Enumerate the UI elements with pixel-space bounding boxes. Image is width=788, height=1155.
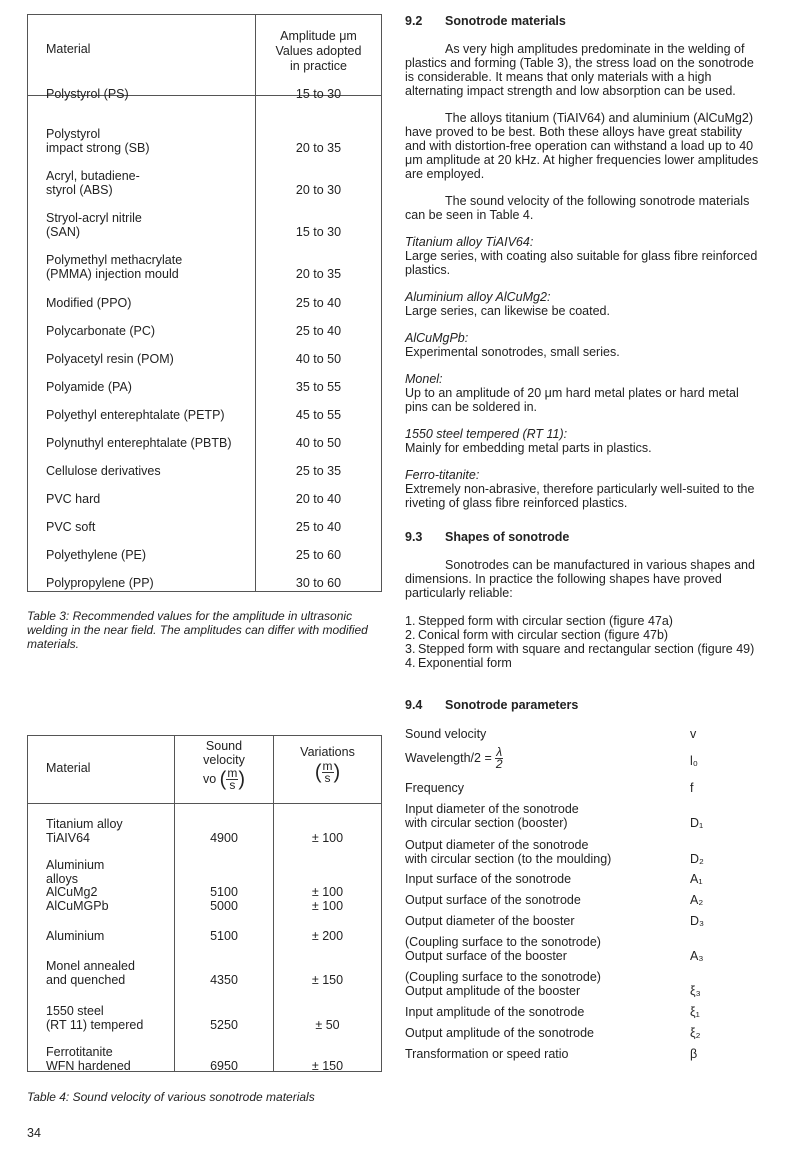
material-cell: Titanium alloy TiAIV64 xyxy=(46,817,123,845)
amplitude-cell: 35 to 55 xyxy=(295,380,342,394)
material-cell: Polycarbonate (PC) xyxy=(46,324,156,338)
velocity-symbol: vo xyxy=(202,771,217,786)
velocity-cell: 5100 5000 xyxy=(210,885,238,913)
table-row xyxy=(28,15,381,590)
parameter-symbol: D₂ xyxy=(690,852,704,866)
amplitude-cell: 25 to 35 xyxy=(295,464,342,478)
material-cell: Modified (PPO) xyxy=(46,296,132,310)
material-name: Aluminium alloy AlCuMg2: xyxy=(405,290,551,304)
paragraph: The sound velocity of the following sonotrode materials can be seen in Table 4. xyxy=(405,194,750,222)
velocity-cell: 6950 xyxy=(210,1058,238,1073)
parameter-symbol: A₂ xyxy=(690,893,704,907)
page-number: 34 xyxy=(27,1126,41,1140)
parameter-label: Input diameter of the sonotrode with circular section (booster) xyxy=(405,802,579,830)
material-cell: PVC hard xyxy=(46,492,101,506)
material-cell: Polystyrol (PS) xyxy=(46,87,129,101)
amplitude-cell: 15 to 30 xyxy=(295,87,342,101)
material-cell: Polystyrol impact strong (SB) xyxy=(46,127,150,155)
material-cell: Polyethyl enterephtalate (PETP) xyxy=(46,408,225,422)
material-cell: Polyacetyl resin (POM) xyxy=(46,352,174,366)
amplitude-cell: 25 to 40 xyxy=(295,520,342,534)
parameter-label: (Coupling surface to the sonotrode) Output amplitude of the booster xyxy=(405,970,601,998)
parameter-symbol: A₁ xyxy=(690,872,703,886)
amplitude-cell: 30 to 60 xyxy=(295,576,342,590)
amplitude-cell: 45 to 55 xyxy=(295,408,342,422)
parameter-label: Sound velocity xyxy=(405,727,487,741)
velocity-cell: 4350 xyxy=(210,972,238,987)
material-cell: Polyethylene (PE) xyxy=(46,548,147,562)
material-name: Monel: xyxy=(405,372,443,386)
parameter-label: Transformation or speed ratio xyxy=(405,1047,569,1061)
amplitude-cell: 20 to 35 xyxy=(295,141,342,155)
parameter-label: Wavelength/2 = $\frac{\lambda}{2}$ xyxy=(405,745,503,771)
variation-cell: ± 100 xyxy=(311,830,344,845)
material-description: Extremely non-abrasive, therefore particularly well-suited to the riveting of glass fibre reinforced plastics. xyxy=(405,482,755,510)
material-cell: Ferrotitanite WFN hardened xyxy=(46,1045,131,1073)
parameter-label: (Coupling surface to the sonotrode) Output surface of the booster xyxy=(405,935,601,963)
parameter-label: Output surface of the sonotrode xyxy=(405,893,581,907)
parameter-symbol: v xyxy=(690,727,697,741)
material-cell: Acryl, butadiene- styrol (ABS) xyxy=(46,169,140,197)
list-item: 3. Stepped form with square and rectangular section (figure 49) xyxy=(405,642,755,656)
velocity-cell: 5100 xyxy=(210,928,238,943)
section-9-4-heading: 9.4 Sonotrode parameters xyxy=(405,698,579,712)
variation-cell: ± 100 ± 100 xyxy=(311,885,344,913)
variation-cell: ± 150 xyxy=(311,1058,344,1073)
section-heading: 9.2 Sonotrode materials xyxy=(405,14,566,28)
material-name: AlCuMgPb: xyxy=(405,331,469,345)
list-item: 4. Exponential form xyxy=(405,656,512,670)
parameter-label: Input amplitude of the sonotrode xyxy=(405,1005,585,1019)
material-description: Large series, with coating also suitable for glass fibre reinforced plastics. xyxy=(405,249,758,277)
amplitude-cell: 20 to 35 xyxy=(295,267,342,281)
material-name: Ferro-titanite: xyxy=(405,468,480,482)
material-name: 1550 steel tempered (RT 11): xyxy=(405,427,568,441)
material-cell: Aluminium xyxy=(46,928,105,943)
material-description: Mainly for embedding metal parts in plastics. xyxy=(405,441,652,455)
amplitude-cell: 25 to 40 xyxy=(295,324,342,338)
parameter-label: Output diameter of the sonotrode with circular section (to the moulding) xyxy=(405,838,612,866)
variation-cell: ± 150 xyxy=(311,972,344,987)
velocity-cell: 5250 xyxy=(210,1017,238,1032)
material-cell: Monel annealed and quenched xyxy=(46,959,135,987)
parameter-symbol: ξ₂ xyxy=(690,1026,701,1040)
parameter-symbol: D₃ xyxy=(690,914,705,928)
paragraph: The alloys titanium (TiAIV64) and aluminium (AlCuMg2) have proved to be best. Both these alloys have great stability and with distortion-free operation can withstand a load up to 40 μm amplitude at 20 kHz. At higher frequencies lower amplitudes are employed. xyxy=(405,111,759,181)
variation-cell: ± 50 xyxy=(315,1017,340,1032)
variation-cell: ± 200 xyxy=(311,928,344,943)
table-3-header-amplitude: Amplitude μm Values adopted in practice xyxy=(275,29,362,73)
material-cell: Polyamide (PA) xyxy=(46,380,132,394)
material-description: Experimental sonotrodes, small series. xyxy=(405,345,620,359)
paragraph: Sonotrodes can be manufactured in various shapes and dimensions. In practice the following shapes have proved particularly reliable: xyxy=(405,558,755,600)
material-cell: Stryol-acryl nitrile (SAN) xyxy=(46,211,142,239)
material-description: Large series, can likewise be coated. xyxy=(405,304,610,318)
material-cell: Polynuthyl enterephtalate (PBTB) xyxy=(46,436,232,450)
material-cell: Aluminium alloys AlCuMg2 AlCuMGPb xyxy=(46,858,109,913)
table-3-caption: Table 3: Recommended values for the amplitude in ultrasonic welding in the near field. The amplitudes can differ with modified materials. xyxy=(27,609,368,651)
list-item: 1. Stepped form with circular section (figure 47a) xyxy=(405,614,673,628)
parameter-label: Output diameter of the booster xyxy=(405,914,575,928)
material-cell: PVC soft xyxy=(46,520,96,534)
velocity-cell: 4900 xyxy=(210,830,238,845)
table-4-header-variations: Variations ( $\frac{m}{s}$ ) xyxy=(300,745,355,785)
parameter-symbol: A₃ xyxy=(690,949,704,963)
amplitude-cell: 25 to 60 xyxy=(295,548,342,562)
material-cell: Cellulose derivatives xyxy=(46,464,161,478)
material-cell: Polypropylene (PP) xyxy=(46,576,154,590)
amplitude-cell: 20 to 40 xyxy=(295,492,342,506)
table-4-header-material: Material xyxy=(46,761,91,775)
table-row xyxy=(28,736,381,1073)
parameter-symbol: β xyxy=(690,1047,698,1061)
table-3 xyxy=(27,14,382,592)
list-item: 2. Conical form with circular section (figure 47b) xyxy=(405,628,669,642)
paragraph: As very high amplitudes predominate in the welding of plastics and forming (Table 3), the stress load on the sonotrode is considerable. It means that only materials with a high alternating impact strength and low absorption can be used. xyxy=(405,42,754,98)
material-cell: Polymethyl methacrylate (PMMA) injection mould xyxy=(46,253,183,281)
parameter-row xyxy=(405,0,745,1061)
table-3-header-material: Material xyxy=(46,42,91,56)
amplitude-cell: 15 to 30 xyxy=(295,225,342,239)
amplitude-cell: 40 to 50 xyxy=(295,352,342,366)
table-4-caption: Table 4: Sound velocity of various sonotrode materials xyxy=(27,1090,315,1104)
parameter-symbol: l₀ xyxy=(690,754,698,768)
parameter-label: Input surface of the sonotrode xyxy=(405,872,572,886)
unit-fraction: $\frac{m}{s}$ xyxy=(322,759,333,785)
parameter-symbol: ξ₁ xyxy=(690,1005,700,1019)
amplitude-cell: 20 to 30 xyxy=(295,183,342,197)
section-heading: 9.3 Shapes of sonotrode xyxy=(405,530,570,544)
parameter-label: Frequency xyxy=(405,781,465,795)
unit-fraction: $\frac{m}{s}$ xyxy=(227,766,238,792)
material-description: Up to an amplitude of 20 μm hard metal plates or hard metal pins can be soldered in. xyxy=(405,386,739,414)
amplitude-cell: 25 to 40 xyxy=(295,296,342,310)
parameter-symbol: f xyxy=(690,781,694,795)
table-4 xyxy=(27,735,382,1072)
material-name: Titanium alloy TiAIV64: xyxy=(405,235,534,249)
parameter-symbol: D₁ xyxy=(690,816,704,830)
material-cell: 1550 steel (RT 11) tempered xyxy=(46,1004,144,1032)
parameter-label: Output amplitude of the sonotrode xyxy=(405,1026,595,1040)
parameter-symbol: ξ₃ xyxy=(690,984,701,998)
amplitude-cell: 40 to 50 xyxy=(295,436,342,450)
table-4-header-velocity: Sound velocity vo ( $\frac{m}{s}$ ) xyxy=(202,739,246,792)
